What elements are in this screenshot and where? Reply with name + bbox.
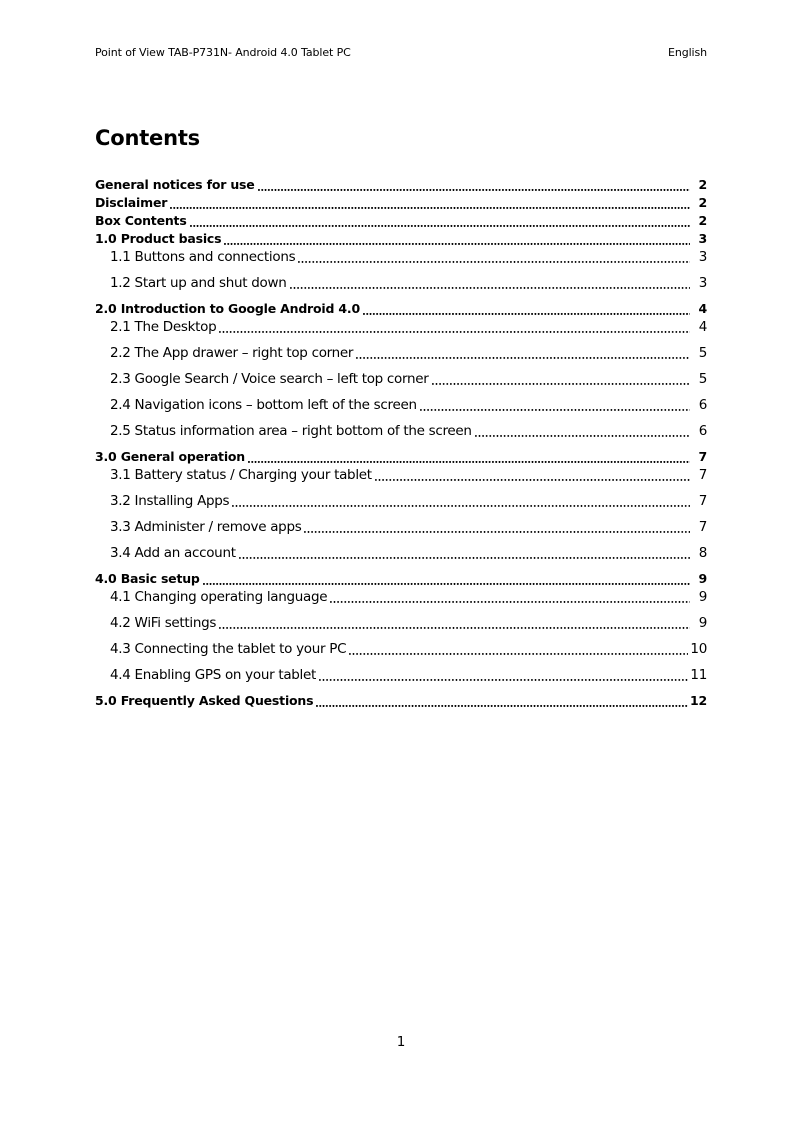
header-document-title: Point of View TAB-P731N- Android 4.0 Tablet PC — [95, 46, 351, 59]
page-title: Contents — [95, 126, 200, 150]
toc-entry-label: 1.0 Product basics — [95, 231, 222, 246]
toc-entry[interactable] — [95, 640, 707, 658]
toc-entry-label: 2.4 Navigation icons – bottom left of the screen — [110, 397, 417, 413]
dot-leader — [420, 396, 690, 414]
toc-entry-page-number: 2 — [698, 213, 707, 228]
toc-entry-label: 2.1 The Desktop — [110, 319, 217, 335]
toc-entry[interactable] — [95, 570, 707, 588]
toc-entry-page-number: 9 — [698, 615, 707, 631]
dot-leader — [290, 274, 691, 292]
toc-entry-page-number: 2 — [698, 177, 707, 192]
toc-entry-page-number: 8 — [698, 545, 707, 561]
page-footer — [0, 1033, 802, 1051]
toc-entry-label: Box Contents — [95, 213, 187, 228]
toc-entry-label: 3.0 General operation — [95, 449, 246, 464]
dot-leader — [375, 466, 690, 484]
toc-entry-label: 4.1 Changing operating language — [110, 589, 328, 605]
toc-entry-label: General notices for use — [95, 177, 255, 192]
dot-leader — [356, 344, 690, 362]
toc-entry[interactable] — [95, 300, 707, 318]
dot-leader — [363, 300, 690, 318]
toc-entry[interactable] — [95, 588, 707, 606]
toc-entry[interactable] — [95, 212, 707, 230]
toc-entry-page-number: 7 — [698, 519, 707, 535]
toc-entry-label: 3.3 Administer / remove apps — [110, 519, 302, 535]
toc-entry-label: 4.2 WiFi settings — [110, 615, 217, 631]
header-language-label: English — [667, 46, 707, 59]
toc-entry-page-number: 11 — [690, 667, 707, 683]
toc-entry-page-number: 6 — [698, 423, 707, 439]
toc-entry-page-number: 12 — [690, 693, 707, 708]
toc-entry[interactable] — [95, 422, 707, 440]
toc-entry-page-number: 9 — [698, 589, 707, 605]
toc-entry-label: Disclaimer — [95, 195, 168, 210]
toc-entry-page-number: 5 — [698, 345, 707, 361]
toc-entry-page-number: 9 — [698, 571, 707, 586]
toc-entry[interactable] — [95, 370, 707, 388]
toc-entry-label: 4.0 Basic setup — [95, 571, 200, 586]
toc-entry[interactable] — [95, 614, 707, 632]
dot-leader — [232, 492, 690, 510]
dot-leader — [475, 422, 690, 440]
toc-entry-page-number: 7 — [698, 449, 707, 464]
toc-entry-label: 3.4 Add an account — [110, 545, 236, 561]
toc-entry-label: 1.1 Buttons and connections — [110, 249, 296, 265]
toc-entry-label: 3.1 Battery status / Charging your tablet — [110, 467, 372, 483]
dot-leader — [316, 692, 688, 710]
dot-leader — [319, 666, 688, 684]
dot-leader — [219, 614, 690, 632]
toc-entry-label: 2.5 Status information area – right bottom of the screen — [110, 423, 472, 439]
toc-entry-page-number: 2 — [698, 195, 707, 210]
toc-entry-page-number: 7 — [698, 493, 707, 509]
dot-leader — [170, 194, 690, 212]
toc-entry[interactable] — [95, 176, 707, 194]
dot-leader — [330, 588, 690, 606]
toc-entry-page-number: 4 — [698, 301, 707, 316]
toc-entry[interactable] — [95, 666, 707, 684]
toc-entry-label: 4.4 Enabling GPS on your tablet — [110, 667, 317, 683]
dot-leader — [304, 518, 690, 536]
dot-leader — [258, 176, 690, 194]
toc-entry[interactable] — [95, 492, 707, 510]
toc-entry[interactable] — [95, 692, 707, 710]
toc-list — [95, 176, 707, 710]
page-header — [95, 46, 707, 60]
toc-entry[interactable] — [95, 448, 707, 466]
toc-entry-label: 2.2 The App drawer – right top corner — [110, 345, 354, 361]
toc-entry[interactable] — [95, 518, 707, 536]
dot-leader — [239, 544, 690, 562]
toc-entry-label: 2.0 Introduction to Google Android 4.0 — [95, 301, 360, 316]
dot-leader — [190, 212, 690, 230]
dot-leader — [224, 230, 690, 248]
dot-leader — [248, 448, 690, 466]
toc-entry[interactable] — [95, 230, 707, 248]
toc-entry-page-number: 7 — [698, 467, 707, 483]
toc-entry-label: 4.3 Connecting the tablet to your PC — [110, 641, 347, 657]
toc-entry[interactable] — [95, 466, 707, 484]
toc-entry-page-number: 4 — [698, 319, 707, 335]
toc-entry-label: 3.2 Installing Apps — [110, 493, 230, 509]
dot-leader — [219, 318, 690, 336]
footer-page-number: 1 — [396, 1034, 406, 1050]
dot-leader — [298, 248, 690, 266]
toc-entry[interactable] — [95, 274, 707, 292]
toc-entry-label: 1.2 Start up and shut down — [110, 275, 287, 291]
toc-entry[interactable] — [95, 396, 707, 414]
toc-entry-page-number: 6 — [698, 397, 707, 413]
toc-entry[interactable] — [95, 318, 707, 336]
dot-leader — [432, 370, 690, 388]
toc-entry-page-number: 10 — [690, 641, 707, 657]
toc-entry-page-number: 5 — [698, 371, 707, 387]
toc-entry-page-number: 3 — [698, 275, 707, 291]
toc-entry[interactable] — [95, 344, 707, 362]
dot-leader — [349, 640, 688, 658]
dot-leader — [203, 570, 690, 588]
toc-entry-page-number: 3 — [698, 231, 707, 246]
toc-entry[interactable] — [95, 194, 707, 212]
toc-entry[interactable] — [95, 248, 707, 266]
toc-entry-label: 2.3 Google Search / Voice search – left top corner — [110, 371, 429, 387]
toc-entry[interactable] — [95, 544, 707, 562]
toc-entry-label: 5.0 Frequently Asked Questions — [95, 693, 314, 708]
toc-entry-page-number: 3 — [698, 249, 707, 265]
